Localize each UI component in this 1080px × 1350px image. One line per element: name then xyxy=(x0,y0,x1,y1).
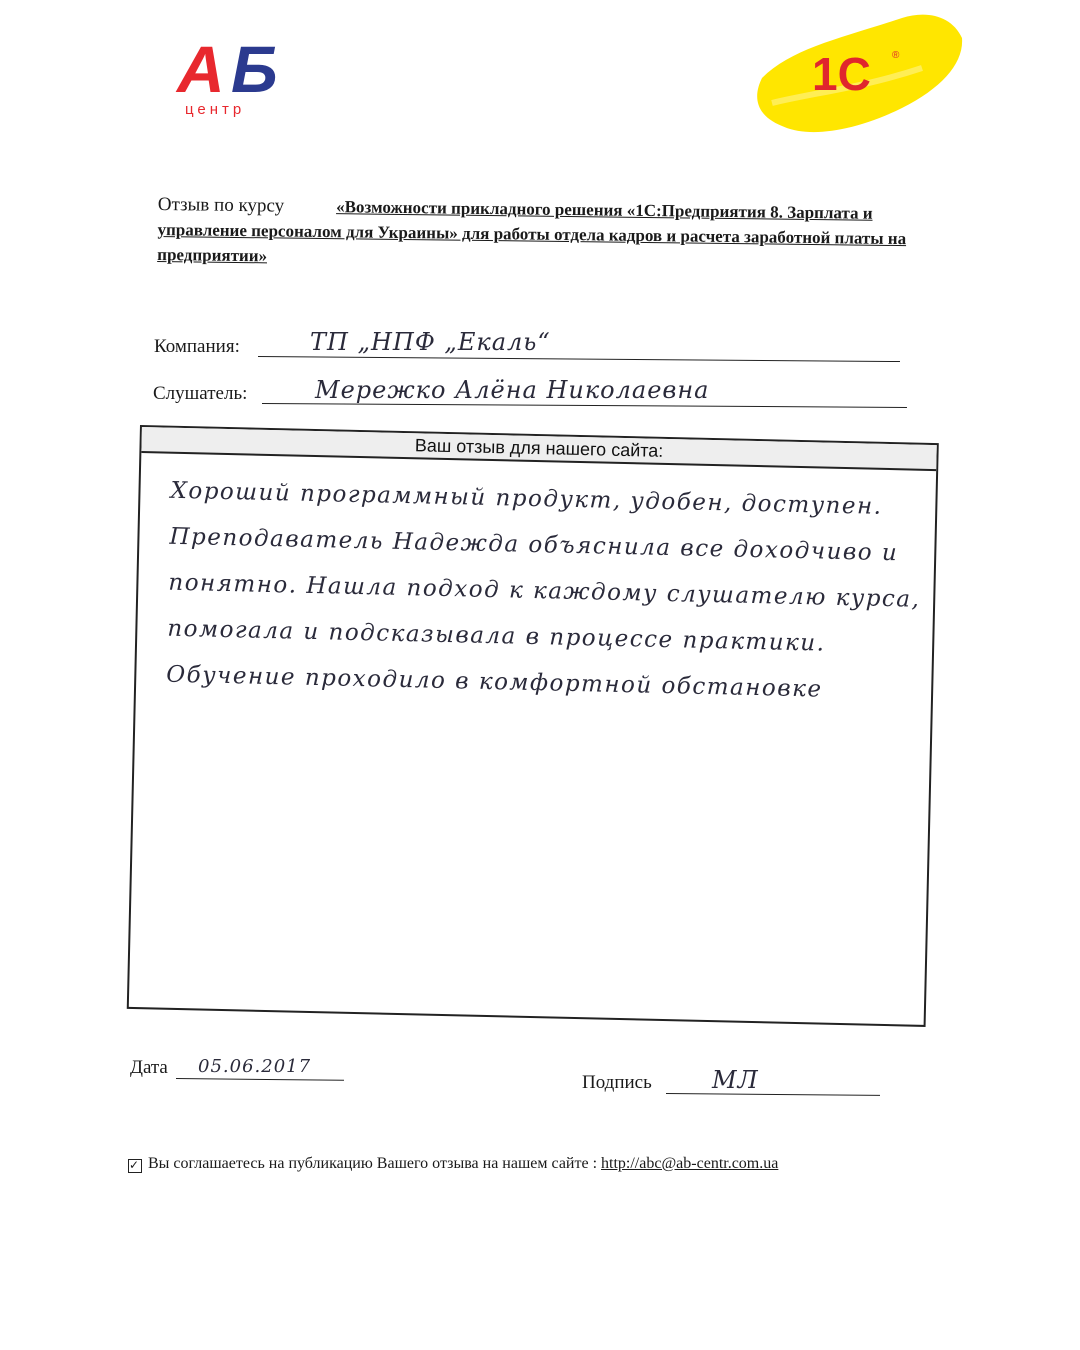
company-line xyxy=(258,356,900,362)
consent-note xyxy=(128,1155,778,1173)
date-value[interactable]: 05.06.2017 xyxy=(198,1056,312,1077)
review-text[interactable]: Хороший программный продукт, удобен, доступен. Преподаватель Надежда объяснила все доходчиво и понятно. Нашла подход к каждому слушателю курса, помогала и подсказывала в процессе практики. Обучение проходило в комфортной обстановке xyxy=(166,477,921,703)
review-header: Ваш отзыв для нашего сайта: xyxy=(141,427,936,471)
date-label: Дата xyxy=(130,1057,168,1078)
listener-value[interactable]: Мережко Алёна Николаевна xyxy=(315,376,710,404)
date-line xyxy=(176,1078,344,1081)
onec-logo xyxy=(752,8,967,143)
course-title xyxy=(157,192,966,277)
title-course: «Возможности прикладного решения «1С:Предприятия 8. Зарплата и управление персоналом для Украины» для работы отдела кадров и расчета заработной платы на предприятии» xyxy=(157,197,907,266)
consent-link[interactable]: http://abc@ab-centr.com.ua xyxy=(601,1155,779,1172)
signature-value: МЛ xyxy=(712,1066,759,1094)
ab-centr-logo xyxy=(175,30,300,120)
ab-logo-b: Б xyxy=(231,32,278,106)
title-lead: Отзыв по курсу xyxy=(157,193,285,217)
consent-checkbox[interactable] xyxy=(128,1159,142,1173)
review-box[interactable] xyxy=(127,425,939,1027)
ab-logo-a: А xyxy=(177,32,225,106)
company-value[interactable]: ТП „НПФ „Екаль“ xyxy=(310,328,551,356)
listener-label: Слушатель: xyxy=(153,383,248,404)
ab-logo-subtext: центр xyxy=(185,101,246,118)
signature-label: Подпись xyxy=(582,1072,652,1093)
signature-line xyxy=(666,1093,880,1096)
onec-registered: ® xyxy=(892,50,900,61)
onec-logo-text: 1С xyxy=(812,48,871,100)
consent-text: Вы соглашаетесь на публикацию Вашего отзыва на нашем сайте : xyxy=(148,1155,598,1172)
company-label: Компания: xyxy=(154,336,240,357)
check-icon: ✓ xyxy=(129,1158,140,1172)
